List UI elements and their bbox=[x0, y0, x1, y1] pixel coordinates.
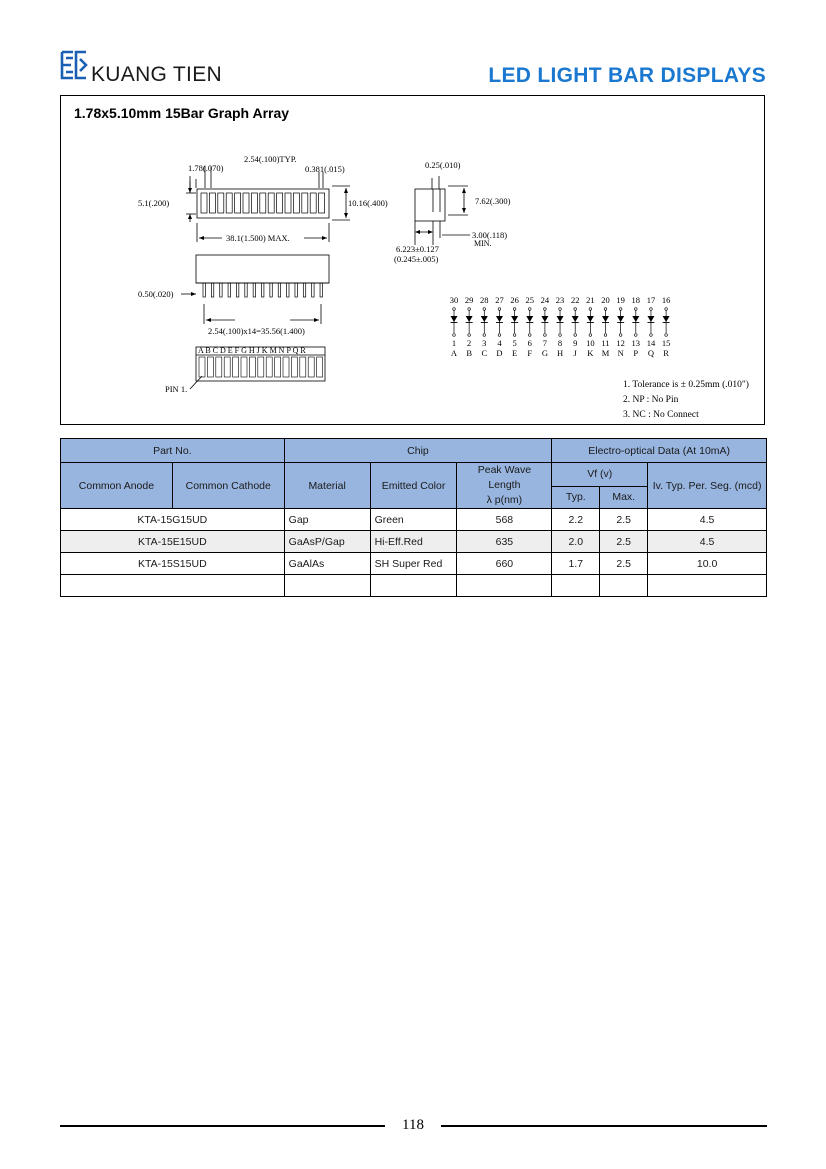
mechanical-drawing bbox=[0, 0, 826, 440]
side-pin-dim: 3.00(.118) bbox=[472, 230, 508, 240]
segment-bars bbox=[201, 193, 325, 213]
document-title: LED LIGHT BAR DISPLAYS bbox=[488, 64, 766, 87]
label-box bbox=[266, 357, 272, 377]
label-box bbox=[233, 357, 239, 377]
pin bbox=[278, 283, 280, 297]
cathode-pin-number: 11 bbox=[601, 338, 610, 348]
led-diode-icon bbox=[632, 316, 639, 322]
anode-pin-number: 23 bbox=[555, 295, 565, 305]
anode-pin-icon bbox=[483, 308, 486, 311]
cathode-pin-number: 15 bbox=[661, 338, 671, 348]
dim-pin-span: 2.54(.100)x14=35.56(1.400) bbox=[208, 326, 305, 336]
bar-segment bbox=[201, 193, 207, 213]
label-box bbox=[207, 357, 213, 377]
anode-pin-number: 22 bbox=[570, 295, 580, 305]
side-pin-min: MIN. bbox=[474, 239, 492, 248]
pin bbox=[270, 283, 272, 297]
header-common-cathode: Common Cathode bbox=[172, 463, 284, 509]
label-box bbox=[275, 357, 281, 377]
anode-pin-number: 28 bbox=[480, 295, 489, 305]
header-emitted-color: Emitted Color bbox=[370, 463, 457, 509]
label-box bbox=[317, 357, 323, 377]
header-vf: Vf (v) bbox=[552, 463, 648, 487]
anode-pin-number: 18 bbox=[631, 295, 641, 305]
segment-letter: E bbox=[511, 348, 518, 358]
segment-letter: K bbox=[587, 348, 594, 358]
empty-cell bbox=[457, 575, 552, 597]
segment-letter: G bbox=[541, 348, 548, 358]
pin bbox=[262, 283, 264, 297]
table-row bbox=[61, 553, 767, 575]
segment-letter: R bbox=[663, 348, 669, 358]
anode-pin-number: 30 bbox=[449, 295, 459, 305]
cathode-pin-icon bbox=[665, 334, 668, 337]
cathode-pin-number: 2 bbox=[467, 338, 472, 348]
header-max: Max. bbox=[600, 486, 648, 508]
bar-segment bbox=[243, 193, 249, 213]
dim-seg-height: 5.1(.200) bbox=[138, 198, 170, 208]
anode-pin-number: 21 bbox=[586, 295, 595, 305]
label-box bbox=[291, 357, 297, 377]
pin bbox=[228, 283, 230, 297]
pin bbox=[236, 283, 238, 297]
bar-segment bbox=[209, 193, 215, 213]
dim-pin-width: 0.50(.020) bbox=[138, 289, 174, 299]
led-diode-icon bbox=[541, 316, 548, 322]
header-typ: Typ. bbox=[552, 486, 600, 508]
label-box bbox=[216, 357, 222, 377]
cathode-pin-number: 14 bbox=[646, 338, 656, 348]
segment-letter: J bbox=[573, 348, 577, 358]
segment-letter: C bbox=[481, 348, 488, 358]
emitted-color: Hi-Eff.Red bbox=[370, 531, 457, 553]
anode-pin-number: 24 bbox=[540, 295, 550, 305]
cathode-pin-icon bbox=[604, 334, 607, 337]
cathode-pin-icon bbox=[498, 334, 501, 337]
iv-typ: 4.5 bbox=[648, 531, 767, 553]
peak-wavelength: 660 bbox=[457, 553, 552, 575]
cathode-pin-number: 4 bbox=[497, 338, 502, 348]
part-number: KTA-15E15UD bbox=[61, 531, 285, 553]
part-number: KTA-15G15UD bbox=[61, 509, 285, 531]
anode-pin-icon bbox=[650, 308, 653, 311]
pin bbox=[211, 283, 213, 297]
led-diode-icon bbox=[451, 316, 458, 322]
led-diode-icon bbox=[663, 316, 670, 322]
cathode-pin-icon bbox=[589, 334, 592, 337]
segment-letter: D bbox=[496, 348, 503, 358]
header-common-anode: Common Anode bbox=[61, 463, 173, 509]
led-diode-icon bbox=[466, 316, 473, 322]
dim-pitch: 2.54(.100)TYP. bbox=[244, 154, 297, 164]
header-material: Material bbox=[284, 463, 370, 509]
cathode-pin-icon bbox=[513, 334, 516, 337]
anode-pin-number: 26 bbox=[510, 295, 519, 305]
cathode-pin-number: 3 bbox=[482, 338, 487, 348]
anode-pin-icon bbox=[544, 308, 547, 311]
bar-segment bbox=[302, 193, 308, 213]
cathode-pin-number: 7 bbox=[542, 338, 548, 348]
side-height-dim: 7.62(.300) bbox=[475, 196, 511, 206]
led-diode-icon bbox=[511, 316, 518, 322]
vf-max: 2.5 bbox=[600, 509, 648, 531]
anode-pin-number: 29 bbox=[464, 295, 474, 305]
anode-pin-icon bbox=[604, 308, 607, 311]
front-view-body bbox=[197, 189, 329, 218]
spec-table bbox=[60, 438, 767, 597]
empty-cell bbox=[648, 575, 767, 597]
segment-letter: F bbox=[527, 348, 533, 358]
pin bbox=[303, 283, 305, 297]
anode-pin-icon bbox=[635, 308, 638, 311]
iv-typ: 10.0 bbox=[648, 553, 767, 575]
anode-pin-icon bbox=[498, 308, 501, 311]
segment-letter: N bbox=[617, 348, 624, 358]
led-diode-icon bbox=[557, 316, 564, 322]
pin1-label: PIN 1. bbox=[165, 384, 188, 394]
pin bbox=[320, 283, 322, 297]
emitted-color: Green bbox=[370, 509, 457, 531]
pin-row bbox=[203, 283, 322, 297]
led-diode-icon bbox=[602, 316, 609, 322]
anode-pin-number: 20 bbox=[601, 295, 610, 305]
bar-segment bbox=[268, 193, 274, 213]
pin bbox=[287, 283, 289, 297]
cathode-pin-number: 8 bbox=[557, 338, 563, 348]
cathode-pin-icon bbox=[453, 334, 456, 337]
note-3: 3. NC : No Connect bbox=[623, 410, 699, 420]
product-title: 1.78x5.10mm 15Bar Graph Array bbox=[74, 105, 290, 121]
bar-segment bbox=[260, 193, 266, 213]
led-diode-icon bbox=[526, 316, 533, 322]
peak-label-1: Peak Wave Length bbox=[477, 464, 532, 491]
side-row-dim-inch: (0.245±.005) bbox=[394, 254, 439, 264]
emitted-color: SH Super Red bbox=[370, 553, 457, 575]
cathode-pin-icon bbox=[635, 334, 638, 337]
anode-pin-icon bbox=[589, 308, 592, 311]
cathode-pin-number: 1 bbox=[451, 338, 457, 348]
anode-pin-number: 16 bbox=[661, 295, 671, 305]
note-1: 1. Tolerance is ± 0.25mm (.010") bbox=[623, 380, 749, 390]
anode-pin-number: 25 bbox=[525, 295, 534, 305]
led-diode-icon bbox=[496, 316, 503, 322]
table-row-empty bbox=[61, 575, 767, 597]
dim-body-height: 10.16(.400) bbox=[348, 198, 388, 208]
side-row-dim: 6.223±0.127 bbox=[396, 244, 439, 254]
label-box bbox=[224, 357, 230, 377]
cathode-pin-number: 9 bbox=[573, 338, 578, 348]
label-box bbox=[241, 357, 247, 377]
label-box bbox=[199, 357, 205, 377]
empty-cell bbox=[61, 575, 285, 597]
pin bbox=[220, 283, 222, 297]
label-box bbox=[300, 357, 306, 377]
part-number: KTA-15S15UD bbox=[61, 553, 285, 575]
anode-pin-icon bbox=[559, 308, 562, 311]
bar-segment bbox=[235, 193, 241, 213]
anode-pin-icon bbox=[528, 308, 531, 311]
segment-letters: A B C D E F G H J K M N P Q R bbox=[198, 346, 306, 355]
bar-segment bbox=[277, 193, 283, 213]
cathode-pin-icon bbox=[544, 334, 547, 337]
cathode-pin-icon bbox=[468, 334, 471, 337]
header-electro-optical: Electro-optical Data (At 10mA) bbox=[552, 439, 767, 463]
header-peak-wave-length bbox=[457, 463, 552, 509]
cathode-pin-icon bbox=[528, 334, 531, 337]
pin bbox=[312, 283, 314, 297]
anode-pin-icon bbox=[619, 308, 622, 311]
segment-letter: M bbox=[601, 348, 610, 358]
segment-letter: A bbox=[450, 348, 458, 358]
cathode-pin-number: 5 bbox=[512, 338, 517, 348]
segment-letter: B bbox=[466, 348, 472, 358]
side-top-dim: 0.25(.010) bbox=[425, 160, 461, 170]
led-diode-icon bbox=[617, 316, 624, 322]
material: GaAlAs bbox=[284, 553, 370, 575]
anode-pin-icon bbox=[468, 308, 471, 311]
cathode-pin-number: 12 bbox=[616, 338, 625, 348]
anode-pin-number: 19 bbox=[616, 295, 625, 305]
pin bbox=[245, 283, 247, 297]
led-diode-icon bbox=[572, 316, 579, 322]
note-2: 2. NP : No Pin bbox=[623, 395, 679, 405]
pin bbox=[295, 283, 297, 297]
header-part-no: Part No. bbox=[61, 439, 285, 463]
empty-cell bbox=[552, 575, 600, 597]
vf-typ: 1.7 bbox=[552, 553, 600, 575]
bar-segment bbox=[285, 193, 291, 213]
vf-typ: 2.0 bbox=[552, 531, 600, 553]
table-row bbox=[61, 531, 767, 553]
empty-cell bbox=[600, 575, 648, 597]
segment-label-boxes bbox=[199, 357, 323, 377]
label-box bbox=[258, 357, 264, 377]
segment-letter: H bbox=[556, 348, 564, 358]
material: Gap bbox=[284, 509, 370, 531]
anode-pin-icon bbox=[574, 308, 577, 311]
page-number: 118 bbox=[402, 1117, 424, 1133]
cathode-pin-icon bbox=[574, 334, 577, 337]
cathode-pin-number: 13 bbox=[631, 338, 641, 348]
cathode-pin-number: 10 bbox=[586, 338, 595, 348]
led-diode-icon bbox=[647, 316, 654, 322]
header-chip: Chip bbox=[284, 439, 552, 463]
anode-pin-icon bbox=[665, 308, 668, 311]
material: GaAsP/Gap bbox=[284, 531, 370, 553]
led-diode-icon bbox=[587, 316, 594, 322]
brand-name: KUANG TIEN bbox=[91, 63, 222, 86]
led-diode-icon bbox=[481, 316, 488, 322]
bar-segment bbox=[293, 193, 299, 213]
cathode-pin-number: 6 bbox=[527, 338, 532, 348]
empty-cell bbox=[370, 575, 457, 597]
header-iv: Iv. Typ. Per. Seg. (mcd) bbox=[648, 463, 767, 509]
segment-letter: Q bbox=[647, 348, 655, 358]
vf-max: 2.5 bbox=[600, 531, 648, 553]
peak-wavelength: 568 bbox=[457, 509, 552, 531]
empty-cell bbox=[284, 575, 370, 597]
dim-length: 38.1(1.500) MAX. bbox=[226, 233, 290, 243]
pin bbox=[253, 283, 255, 297]
bar-segment bbox=[251, 193, 257, 213]
pin bbox=[203, 283, 205, 297]
bar-segment bbox=[226, 193, 232, 213]
label-box bbox=[308, 357, 314, 377]
dim-seg-width: 1.78(.070) bbox=[188, 163, 224, 173]
peak-wavelength: 635 bbox=[457, 531, 552, 553]
label-box bbox=[283, 357, 289, 377]
dim-gap: 0.381(.015) bbox=[305, 164, 345, 174]
table-row bbox=[61, 509, 767, 531]
vf-typ: 2.2 bbox=[552, 509, 600, 531]
anode-pin-icon bbox=[513, 308, 516, 311]
cathode-pin-icon bbox=[650, 334, 653, 337]
label-box bbox=[249, 357, 255, 377]
segment-letter: P bbox=[633, 348, 639, 358]
iv-typ: 4.5 bbox=[648, 509, 767, 531]
bar-segment bbox=[310, 193, 316, 213]
cathode-pin-icon bbox=[619, 334, 622, 337]
bar-segment bbox=[319, 193, 325, 213]
anode-pin-icon bbox=[453, 308, 456, 311]
cathode-pin-icon bbox=[559, 334, 562, 337]
peak-label-2: λ p(nm) bbox=[486, 494, 523, 506]
vf-max: 2.5 bbox=[600, 553, 648, 575]
anode-pin-number: 27 bbox=[495, 295, 504, 305]
bar-segment bbox=[218, 193, 224, 213]
anode-pin-number: 17 bbox=[646, 295, 656, 305]
circuit-diagram bbox=[450, 295, 671, 358]
cathode-pin-icon bbox=[483, 334, 486, 337]
